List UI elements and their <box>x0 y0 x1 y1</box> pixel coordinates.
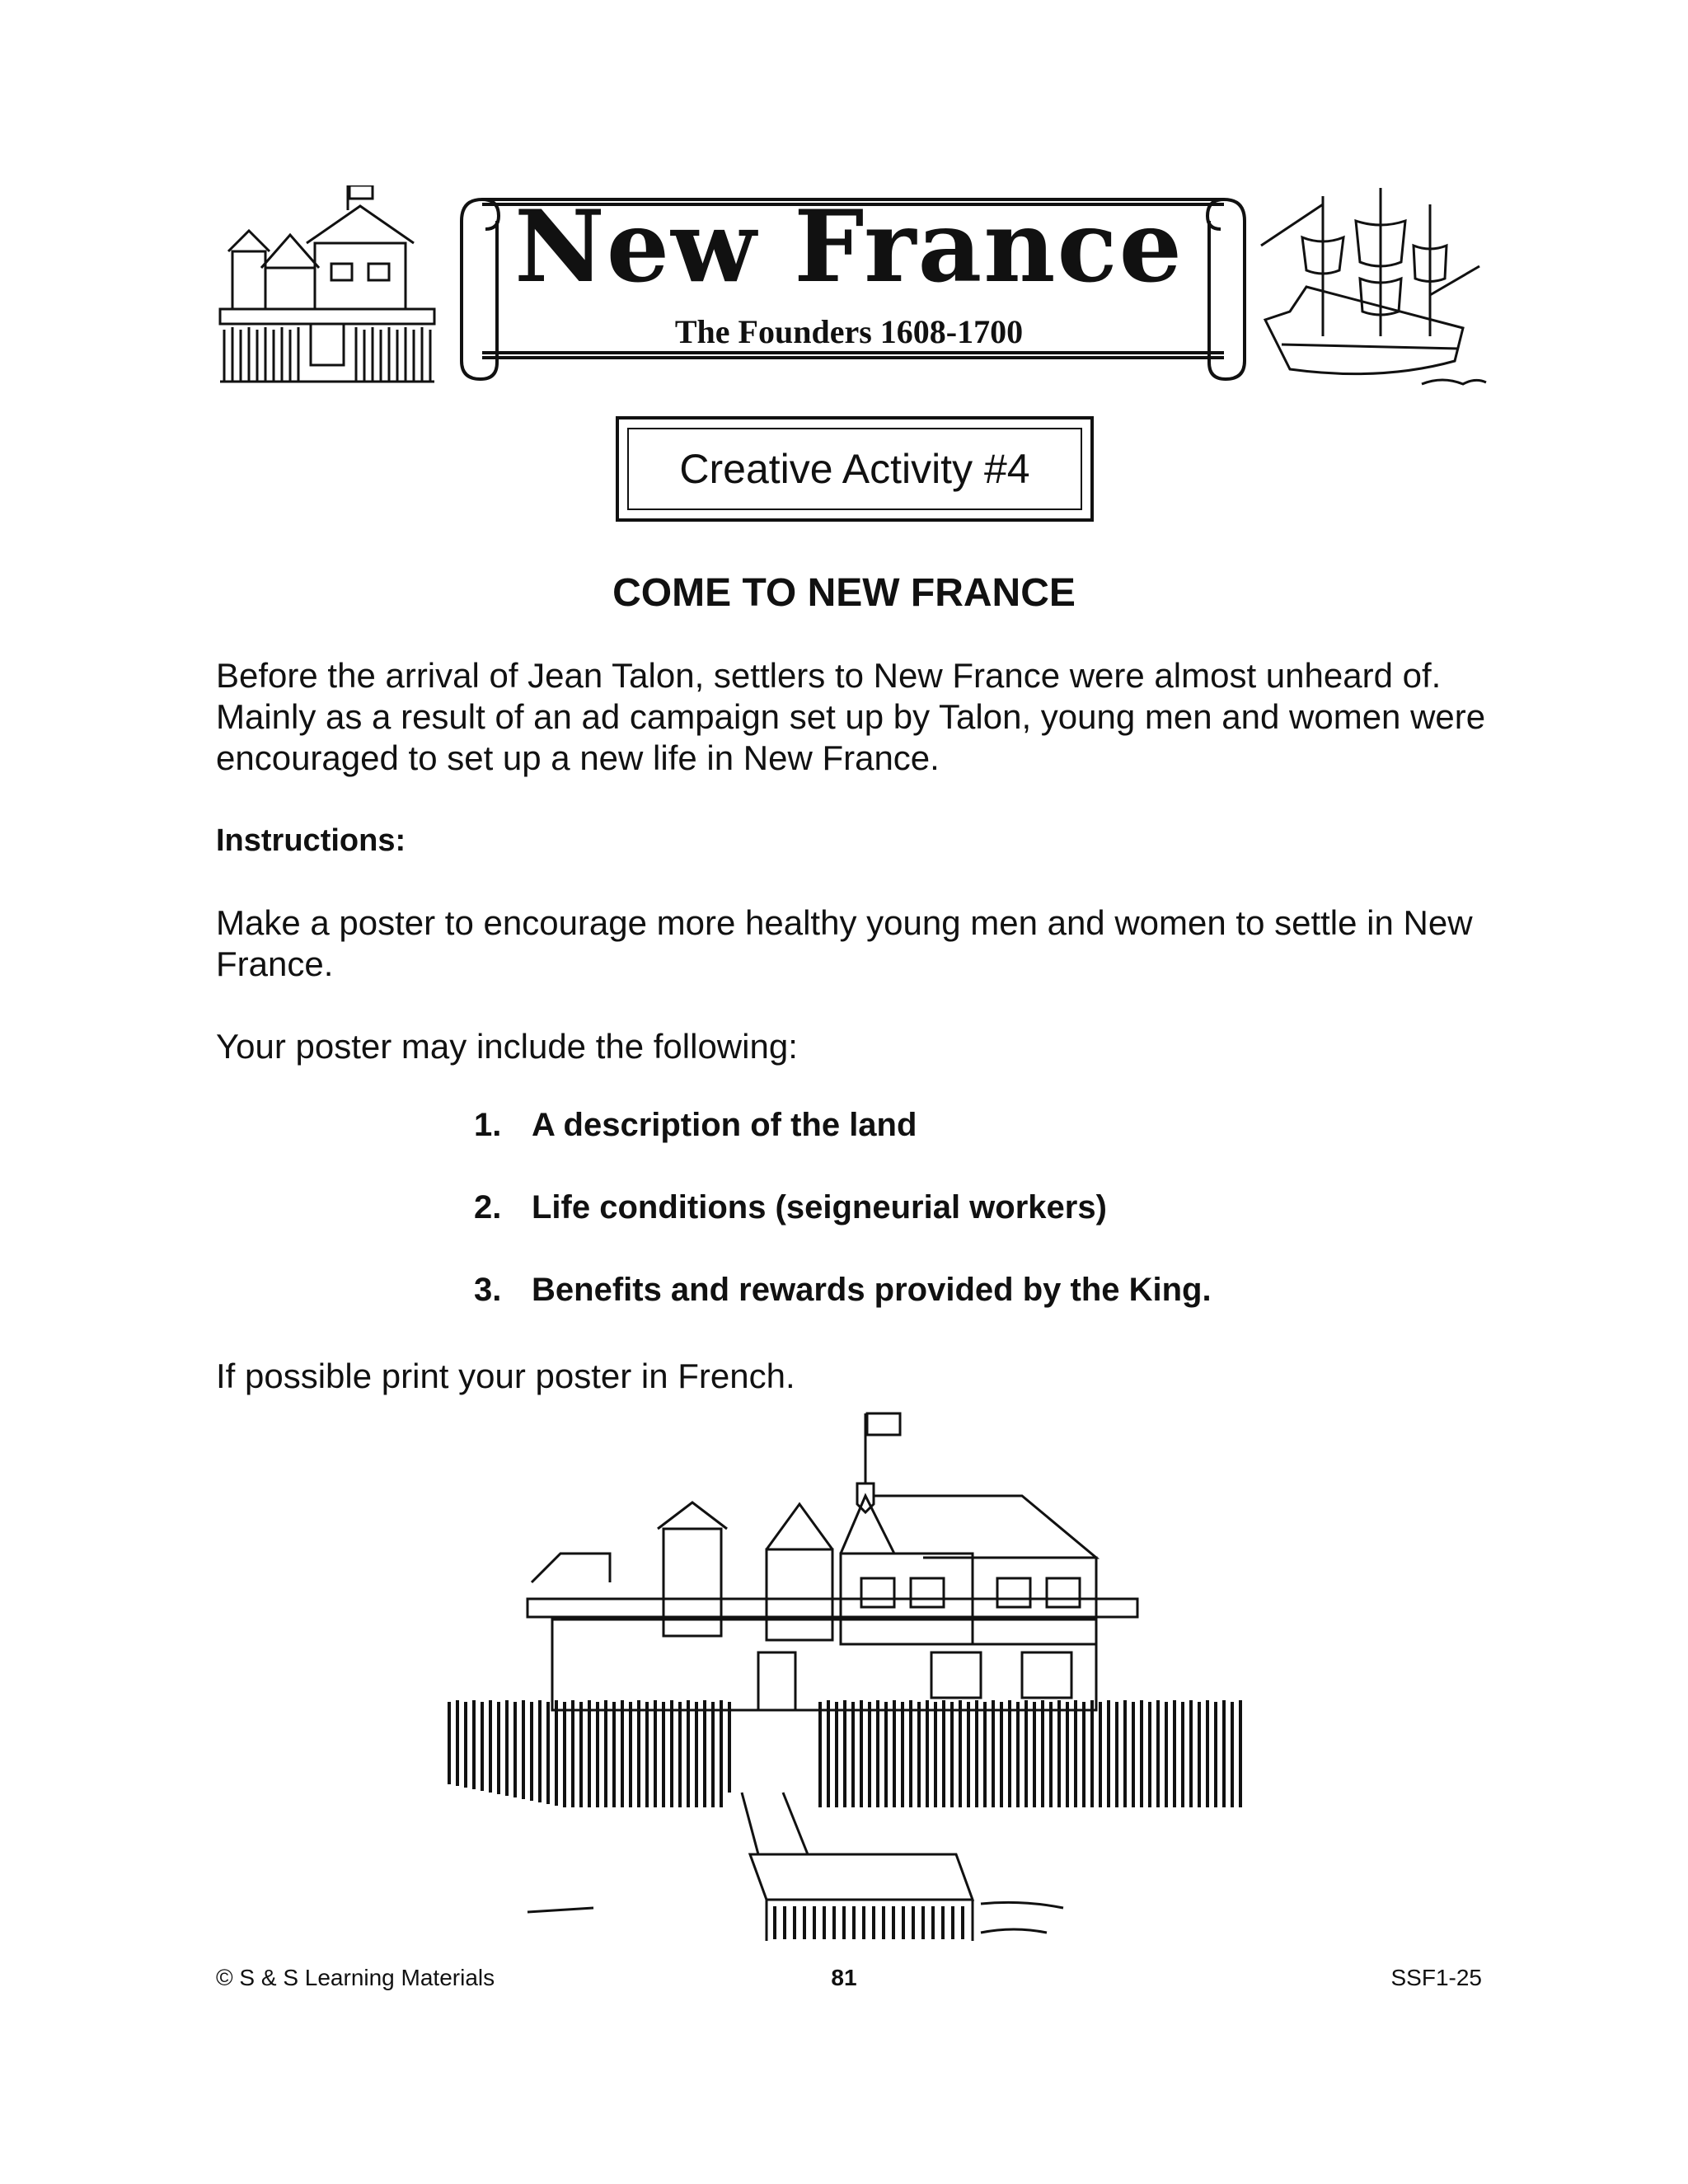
footer-page-number: 81 <box>831 1965 857 1990</box>
activity-label-box <box>616 416 1094 522</box>
closing-paragraph: If possible print your poster in French. <box>216 1357 795 1395</box>
page-subtitle: The Founders 1608-1700 <box>674 313 1024 350</box>
list-item <box>474 1187 1212 1269</box>
fort-habitation-illustration <box>445 1405 1253 1949</box>
footer-code: SSF1-25 <box>1390 1965 1482 1990</box>
list-item-number: 3. <box>474 1272 502 1308</box>
list-item-number: 2. <box>474 1189 502 1226</box>
instructions-paragraph: Make a poster to encourage more healthy young men and women to settle in New France. <box>216 903 1473 983</box>
settlement-house-illustration <box>216 185 438 383</box>
list-item-number: 1. <box>474 1107 502 1143</box>
include-paragraph: Your poster may include the following: <box>216 1027 798 1066</box>
page-title: New France <box>514 189 1184 305</box>
sailing-ship-illustration <box>1257 188 1488 390</box>
list-item-text: Benefits and rewards provided by the King. <box>532 1272 1212 1308</box>
list-item-text: Life conditions (seigneurial workers) <box>532 1189 1107 1226</box>
section-heading: COME TO NEW FRANCE <box>612 571 1076 615</box>
activity-label: Creative Activity #4 <box>627 428 1082 510</box>
list-item <box>474 1104 1212 1187</box>
footer-copyright: © S & S Learning Materials <box>216 1965 495 1990</box>
list-item-text: A description of the land <box>532 1107 917 1143</box>
list-item <box>474 1269 1212 1352</box>
intro-paragraph: Before the arrival of Jean Talon, settlers to New France were almost unheard of. Mainly as a result of an ad campaign set up by Talon, young men and women were encouraged to set up a new life in New France. <box>216 656 1486 777</box>
poster-contents-list <box>474 1104 1212 1352</box>
instructions-label: Instructions: <box>216 823 406 858</box>
